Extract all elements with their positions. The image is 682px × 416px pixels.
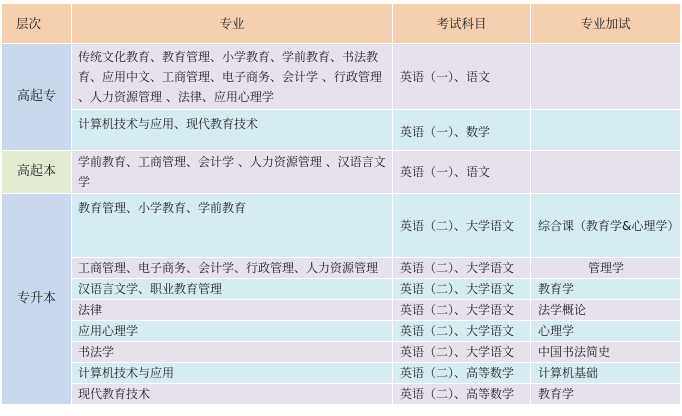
subjects-cell: 英语（一）、语文 [393,44,531,110]
extra-cell [531,44,681,110]
extra-cell: 教育学 [531,279,681,300]
table-row [2,300,681,321]
extra-cell: 中国书法简史 [531,342,681,363]
subjects-cell: 英语（二）、大学语文 [393,321,531,342]
major-cell: 教育管理、小学教育、学前教育 [72,194,393,258]
extra-cell [531,151,681,194]
subjects-cell: 英语（一）、数学 [393,110,531,151]
table-header-row [2,4,681,44]
major-cell: 法律 [72,300,393,321]
major-cell: 工商管理、电子商务、会计学、行政管理、人力资源管理 [72,258,393,279]
level-cell-zhuanshengben: 专升本 [2,194,72,405]
major-cell: 书法学 [72,342,393,363]
subjects-cell: 英语（二）、高等数学 [393,363,531,384]
extra-cell: 法学概论 [531,300,681,321]
extra-cell: 管理学 [531,258,681,279]
major-cell: 汉语言文学、职业教育管理 [72,279,393,300]
extra-cell [531,110,681,151]
extra-cell: 综合课（教育学&心理学） [531,194,681,258]
extra-cell: 教育学 [531,384,681,405]
table-row [2,279,681,300]
level-cell-gaoqiben: 高起本 [2,151,72,194]
table-row [2,321,681,342]
extra-cell: 计算机基础 [531,363,681,384]
subjects-cell: 英语（二）、大学语文 [393,300,531,321]
subjects-cell: 英语（二）、大学语文 [393,342,531,363]
table-row [2,342,681,363]
header-extra-exam: 专业加试 [531,4,681,44]
level-cell-gaoqizhuan: 高起专 [2,44,72,151]
subjects-cell: 英语（二）、高等数学 [393,384,531,405]
subjects-cell: 英语（一）、语文 [393,151,531,194]
major-cell: 计算机技术与应用 [72,363,393,384]
table-row [2,384,681,405]
exam-table-container [1,3,681,405]
table-row [2,151,681,194]
table-row [2,258,681,279]
major-cell: 传统文化教育、教育管理、小学教育、学前教育、书法教育、应用中文、工商管理、电子商务、会计学 、行政管理 、人力资源管理 、法律、应用心理学 [72,44,393,110]
major-cell: 现代教育技术 [72,384,393,405]
subjects-cell: 英语（二）、大学语文 [393,258,531,279]
table-row [2,363,681,384]
exam-subjects-table [1,3,681,405]
header-exam-subjects: 考试科目 [393,4,531,44]
subjects-cell: 英语（二）、大学语文 [393,194,531,258]
subjects-cell: 英语（二）、大学语文 [393,279,531,300]
extra-cell: 心理学 [531,321,681,342]
table-row [2,44,681,110]
major-cell: 学前教育、工商管理、会计学 、人力资源管理 、汉语言文学 [72,151,393,194]
major-cell: 计算机技术与应用、现代教育技术 [72,110,393,151]
table-row [2,110,681,151]
header-level: 层次 [2,4,72,44]
major-cell: 应用心理学 [72,321,393,342]
table-row [2,194,681,258]
header-major: 专业 [72,4,393,44]
